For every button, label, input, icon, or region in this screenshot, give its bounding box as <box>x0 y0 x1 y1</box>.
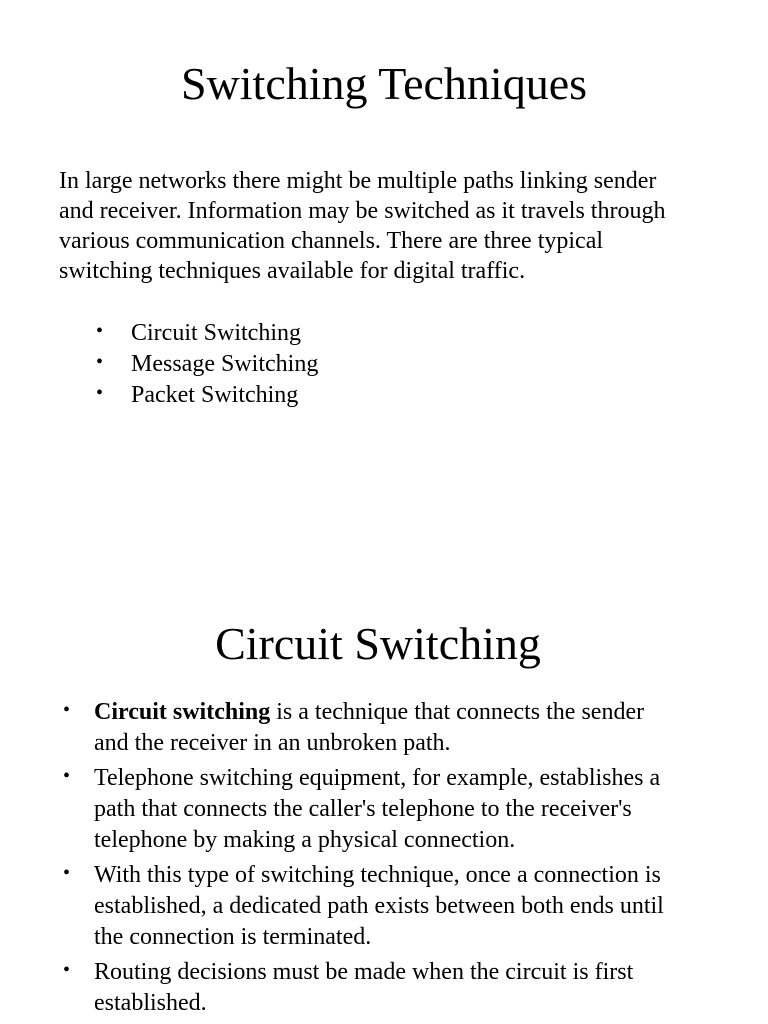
slide-title: Switching Techniques <box>180 58 588 109</box>
point-line: path that connects the caller's telephone to the receiver's <box>94 796 632 822</box>
list-item <box>0 697 768 759</box>
bullet-icon: • <box>63 959 71 981</box>
intro-line: various communication channels. There are three typical <box>59 228 604 254</box>
slide-circuit-switching <box>0 560 768 1024</box>
bullet-icon: • <box>63 862 71 884</box>
list-item-label: Message Switching <box>131 351 319 377</box>
list-item <box>0 957 768 1019</box>
point-line: With this type of switching technique, once a connection is <box>94 862 661 888</box>
bullet-icon: • <box>96 382 104 404</box>
circuit-switching-points <box>0 697 768 1023</box>
key-term: Circuit switching <box>94 699 271 725</box>
bullet-icon: • <box>63 765 71 787</box>
point-text <box>94 860 768 953</box>
intro-line: and receiver. Information may be switched as it travels through <box>59 198 666 224</box>
list-item <box>0 860 768 953</box>
list-item-label: Packet Switching <box>131 382 299 408</box>
intro-line: In large networks there might be multiple paths linking sender <box>59 168 657 194</box>
intro-line: switching techniques available for digital traffic. <box>59 258 526 284</box>
list-item <box>0 763 768 856</box>
point-text <box>94 957 768 1019</box>
point-text <box>94 697 768 759</box>
point-line: Routing decisions must be made when the circuit is first <box>94 959 634 985</box>
slide-title: Circuit Switching <box>215 618 541 669</box>
point-line-rest: is a technique that connects the sender <box>270 699 645 725</box>
point-line: established. <box>94 990 207 1016</box>
point-line: telephone by making a physical connection. <box>94 827 516 853</box>
point-line: the connection is terminated. <box>94 924 372 950</box>
point-line: and the receiver in an unbroken path. <box>94 730 451 756</box>
list-item-label: Circuit Switching <box>131 320 301 346</box>
bullet-icon: • <box>96 351 104 373</box>
bullet-icon: • <box>96 320 104 342</box>
point-line: Telephone switching equipment, for example, establishes a <box>94 765 661 791</box>
point-line: established, a dedicated path exists between both ends until <box>94 893 664 919</box>
point-text <box>94 763 768 856</box>
intro-paragraph <box>59 166 719 286</box>
point-line <box>94 697 768 728</box>
bullet-icon: • <box>63 699 71 721</box>
